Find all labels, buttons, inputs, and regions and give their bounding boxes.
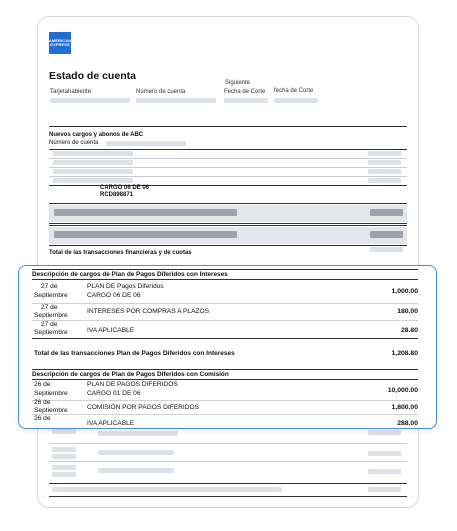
divider <box>49 176 407 177</box>
divider <box>49 203 407 204</box>
section-charges-account-label: Número de cuenta <box>49 140 99 146</box>
account-number-placeholder <box>136 98 216 103</box>
row-amount-placeholder <box>368 169 401 174</box>
row-placeholder <box>98 450 174 455</box>
row-date: 26 de <box>34 381 51 388</box>
shaded-row-amount-placeholder <box>370 231 403 238</box>
financial-total-label: Total de las transacciones financieras y de cuotas <box>49 250 192 256</box>
page-title: Estado de cuenta <box>49 70 136 82</box>
divider <box>49 225 407 226</box>
statement-card <box>37 16 419 508</box>
cut-date-label: Fecha de Corte <box>224 89 266 95</box>
row-date-placeholder <box>52 454 76 459</box>
row-amount: 1,000.00 <box>391 288 418 295</box>
row-description: INTERESES POR COMPRAS A PLAZOS <box>87 308 210 315</box>
row-placeholder <box>98 431 178 436</box>
divider <box>49 443 407 444</box>
divider <box>32 320 418 321</box>
row-placeholder <box>53 160 133 165</box>
divider <box>32 269 418 270</box>
row-amount: 28.80 <box>400 327 418 334</box>
row-description: CARGO 01 DE 06 <box>87 390 141 397</box>
row-amount-placeholder <box>368 178 401 183</box>
row-placeholder <box>53 169 133 174</box>
row-amount-placeholder <box>368 151 401 156</box>
shaded-row-placeholder <box>54 209 237 216</box>
row-placeholder <box>53 178 133 183</box>
cut-date-placeholder <box>224 98 268 103</box>
commission-plan-header: Descripción de cargos de Plan de Pagos Diferidos con Comisión <box>32 371 229 378</box>
row-date-placeholder <box>52 429 76 434</box>
divider <box>32 279 418 280</box>
account-number-label: Número de cuenta <box>136 89 186 95</box>
divider <box>32 400 418 401</box>
divider <box>49 126 407 127</box>
row-date-placeholder <box>52 472 76 477</box>
interest-plan-header: Descripción de cargos de Plan de Pagos Diferidos con Intereses <box>32 271 228 278</box>
financial-total-placeholder <box>370 247 403 252</box>
logo-line-2: EXPRESS <box>50 42 70 47</box>
account-placeholder <box>106 141 186 146</box>
row-date: 26 de <box>34 415 51 422</box>
divider <box>49 461 407 462</box>
cardholder-label: Tarjetahabiente <box>50 89 92 95</box>
divider <box>49 496 407 497</box>
interest-plan-total-amount: 1,208.80 <box>391 350 418 357</box>
row-placeholder <box>98 468 174 473</box>
divider <box>49 223 407 224</box>
row-description: IVA APLICABLE <box>87 327 135 334</box>
total-amount-placeholder <box>368 487 401 492</box>
row-date: Septiembre <box>34 329 68 336</box>
amex-logo-icon <box>49 32 71 54</box>
row-date: 27 de <box>41 283 58 290</box>
divider <box>49 483 407 484</box>
charge-note-1: CARGO 06 DE 06 <box>100 185 150 191</box>
divider <box>49 245 407 246</box>
row-amount-placeholder <box>368 469 401 474</box>
row-amount-placeholder <box>368 430 401 435</box>
row-amount: 180.00 <box>397 308 418 315</box>
row-date: Septiembre <box>34 407 68 414</box>
divider <box>49 149 407 150</box>
row-description: PLAN DE PAGOS DIFERIDOS <box>87 381 178 388</box>
row-amount: 1,800.00 <box>391 404 418 411</box>
row-date: 27 de <box>41 304 58 311</box>
charge-note-2: RCD898871 <box>100 192 134 198</box>
divider <box>32 379 418 380</box>
row-description: COMISIÓN POR PAGOS DIFERIDOS <box>87 404 199 411</box>
row-amount-placeholder <box>368 160 401 165</box>
row-date: Septiembre <box>34 390 68 397</box>
divider <box>49 158 407 159</box>
section-charges-title: Nuevos cargos y abonos de ABC <box>49 132 144 138</box>
row-amount: 288.00 <box>397 420 418 427</box>
divider <box>32 369 418 370</box>
interest-plan-total-label: Total de las transacciones Plan de Pagos Diferidos con Intereses <box>34 350 235 357</box>
row-placeholder <box>53 151 133 156</box>
shaded-row-placeholder <box>54 231 237 238</box>
row-amount-placeholder <box>368 451 401 456</box>
row-date: Septiembre <box>34 292 68 299</box>
logo-line-1: AMERICAN <box>48 37 72 43</box>
total-placeholder <box>52 487 282 492</box>
cardholder-placeholder <box>50 98 130 103</box>
highlighted-installment-plans <box>18 265 437 429</box>
divider <box>49 167 407 168</box>
row-amount: 10,000.00 <box>387 387 418 394</box>
row-description: PLAN DE Pagos Diferidos <box>87 283 164 290</box>
shaded-row-amount-placeholder <box>370 209 403 216</box>
next-cut-date-label-2: fecha de Corte <box>274 88 314 94</box>
next-cut-date-placeholder <box>274 98 318 103</box>
row-description: IVA APLICABLE <box>87 420 135 427</box>
row-date: Septiembre <box>34 312 68 319</box>
row-date: 27 de <box>41 321 58 328</box>
row-date-placeholder <box>52 465 76 470</box>
next-cut-date-label-1: Siguiente <box>225 80 251 86</box>
row-date: 26 de <box>34 399 51 406</box>
divider <box>32 338 418 339</box>
divider <box>32 414 418 415</box>
row-date-placeholder <box>52 447 76 452</box>
row-description: CARGO 06 DE 06 <box>87 292 141 299</box>
divider <box>32 303 418 304</box>
